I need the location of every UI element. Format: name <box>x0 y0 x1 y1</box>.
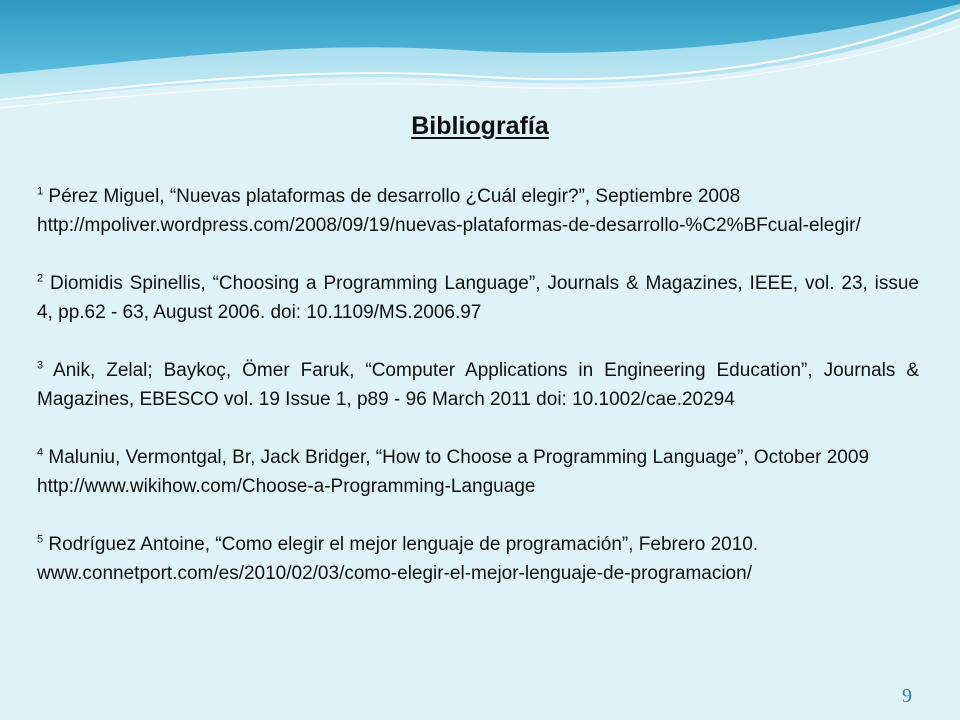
reference-text: Maluniu, Vermontgal, Br, Jack Bridger, “How to Choose a Programming Language”, October 2009 <box>48 447 870 468</box>
reference-url[interactable]: http://mpoliver.wordpress.com/2008/09/19/nuevas-plataformas-de-desarrollo-%C2%BFcual-elegir/ <box>37 215 861 236</box>
reference-4 <box>37 443 919 501</box>
reference-number: 5 <box>37 533 44 546</box>
slide-title: Bibliografía <box>411 112 549 140</box>
page-number: 9 <box>902 685 912 707</box>
reference-text: Diomidis Spinellis, “Choosing a Programming Language”, Journals & Magazines, IEEE, vol. 23, issue 4, pp.62 - 63, August 2006. doi: 10.1109/MS.2006.97 <box>37 273 920 323</box>
reference-number: 3 <box>37 359 44 372</box>
reference-1 <box>37 182 919 240</box>
reference-text: Rodríguez Antoine, “Como elegir el mejor lenguaje de programación”, Febrero 2010. <box>48 534 759 555</box>
header-wave-decoration <box>0 0 960 130</box>
reference-text: Anik, Zelal; Baykoç, Ömer Faruk, “Computer Applications in Engineering Education”, Journals & Magazines, EBESCO vol. 19 Issue 1, p89 - 96 March 2011 doi: 10.1002/cae.20294 <box>37 360 920 410</box>
reference-number: 1 <box>37 185 44 198</box>
reference-number: 2 <box>37 272 44 285</box>
reference-url[interactable]: http://www.wikihow.com/Choose-a-Programming-Language <box>37 476 536 497</box>
reference-number: 4 <box>37 446 44 459</box>
reference-list <box>37 182 919 617</box>
reference-url[interactable]: www.connetport.com/es/2010/02/03/como-elegir-el-mejor-lenguaje-de-programacion/ <box>37 563 752 584</box>
reference-3 <box>37 356 919 414</box>
reference-text: Pérez Miguel, “Nuevas plataformas de desarrollo ¿Cuál elegir?”, Septiembre 2008 <box>48 186 741 207</box>
reference-5 <box>37 530 919 588</box>
reference-2 <box>37 269 919 327</box>
